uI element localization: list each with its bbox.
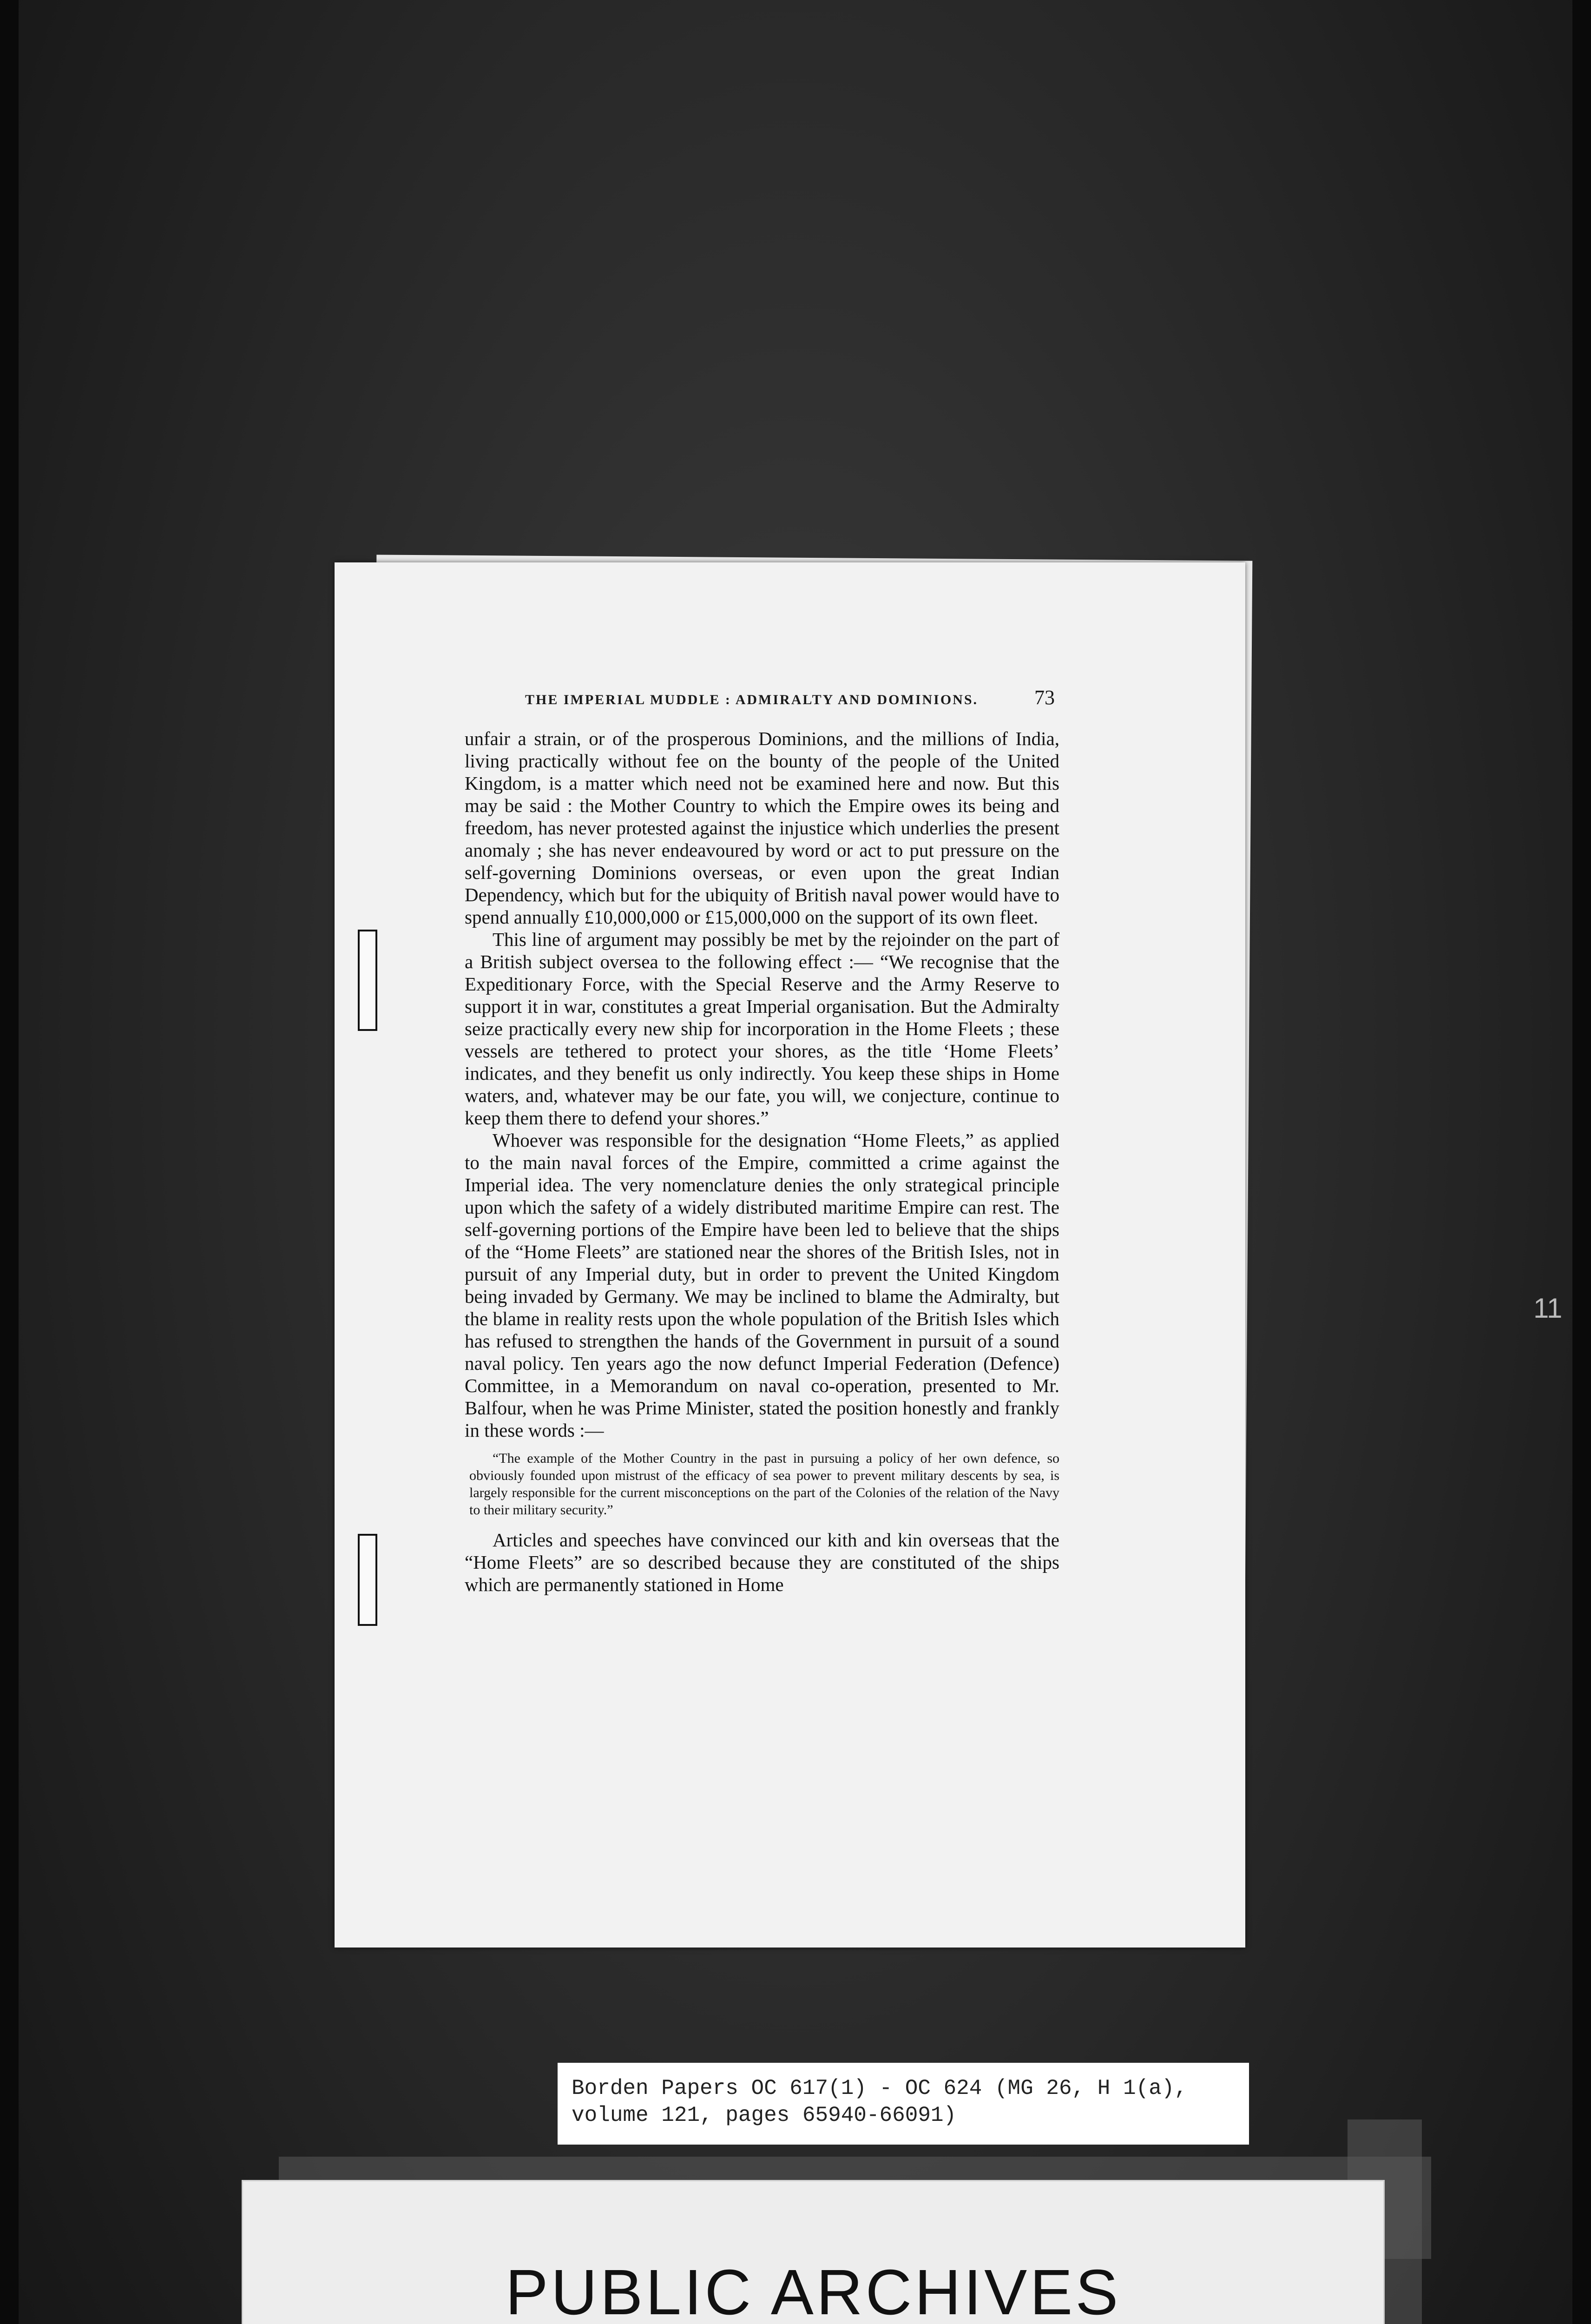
binding-clip-upper xyxy=(358,930,377,1031)
page-number: 73 xyxy=(1034,686,1055,709)
reference-line-2: volume 121, pages 65940-66091) xyxy=(572,2103,957,2127)
running-header xyxy=(525,686,1055,712)
stamp-line-english: PUBLIC ARCHIVES xyxy=(505,2257,1121,2324)
paragraph-3: Whoever was responsible for the designation “Home Fleets,” as applied to the main naval forces of the Empire, committed a crime against the Imperial idea. The very nomenclature denies the only strategical principle upon which the safety of a widely distributed maritime Empire can rest. The self-governing portions of the Empire have been led to believe that the ships of the “Home Fleets” are stationed near the shores of the British Isles, not in pursuit of any Imperial duty, but in order to prevent the United Kingdom being invaded by Germany. We may be inclined to blame the Admiralty, but the blame in reality rests upon the whole population of the British Isles which has refused to strengthen the hands of the Government in pursuit of a sound naval policy. Ten years ago the now defunct Imperial Federation (Defence) Committee, in a Memorandum on naval co-operation, presented to Mr. Balfour, when he was Prime Minister, stated the position honestly and frankly in these words :— xyxy=(465,1129,1059,1441)
page-body xyxy=(465,727,1059,1596)
archives-stamp-card xyxy=(242,2180,1385,2324)
paragraph-2: This line of argument may possibly be met by the rejoinder on the part of a British subject oversea to the following effect :— “We recognise that the Expeditionary Force, with the Special Reserve and the Army Reserve to support it in war, constitutes a great Imperial organisation. But the Admiralty seize practically every new ship for incorporation in the Home Fleets ; these vessels are tethered to protect your shores, as the title ‘Home Fleets’ indicates, and they benefit us only indirectly. You keep these ships in Home waters, and, whatever may be our fate, you will, we conjecture, continue to keep them there to defend your shores.” xyxy=(465,929,1059,1129)
running-head: THE IMPERIAL MUDDLE : ADMIRALTY AND DOMINIONS. xyxy=(525,692,979,707)
paragraph-closing: Articles and speeches have convinced our kith and kin overseas that the “Home Fleets” are so described because they are constituted of the ships which are permanently stationed in Home xyxy=(465,1529,1059,1595)
reference-line-1: Borden Papers OC 617(1) - OC 624 (MG 26, H 1(a), xyxy=(572,2076,1188,2100)
film-edge-right xyxy=(1572,0,1591,2324)
binding-clip-lower xyxy=(358,1534,377,1626)
margin-mark: 11 xyxy=(1533,1293,1563,1324)
block-quote: “The example of the Mother Country in the past in pursuing a policy of her own defence, so obviously founded upon mistrust of the efficacy of sea power to prevent military descents by sea, is largely responsible for the current misconceptions on the part of the Colonies of the relation of the Navy to their military security.” xyxy=(469,1451,1059,1518)
reference-label xyxy=(558,2063,1249,2145)
film-edge-left xyxy=(0,0,19,2324)
paragraph-1: unfair a strain, or of the prosperous Dominions, and the millions of India, living practically without fee on the bounty of the people of the United Kingdom, is a matter which need not be examined here and now. But this may be said : the Mother Country to which the Empire owes its being and freedom, has never protested against the injustice which underlies the present anomaly ; she has never endeavoured by word or act to put pressure on the self-governing Dominions overseas, or even upon the great Indian Dependency, which but for the ubiquity of British naval power would have to spend annually £10,000,000 or £15,000,000 on the support of its own fleet. xyxy=(465,728,1059,928)
